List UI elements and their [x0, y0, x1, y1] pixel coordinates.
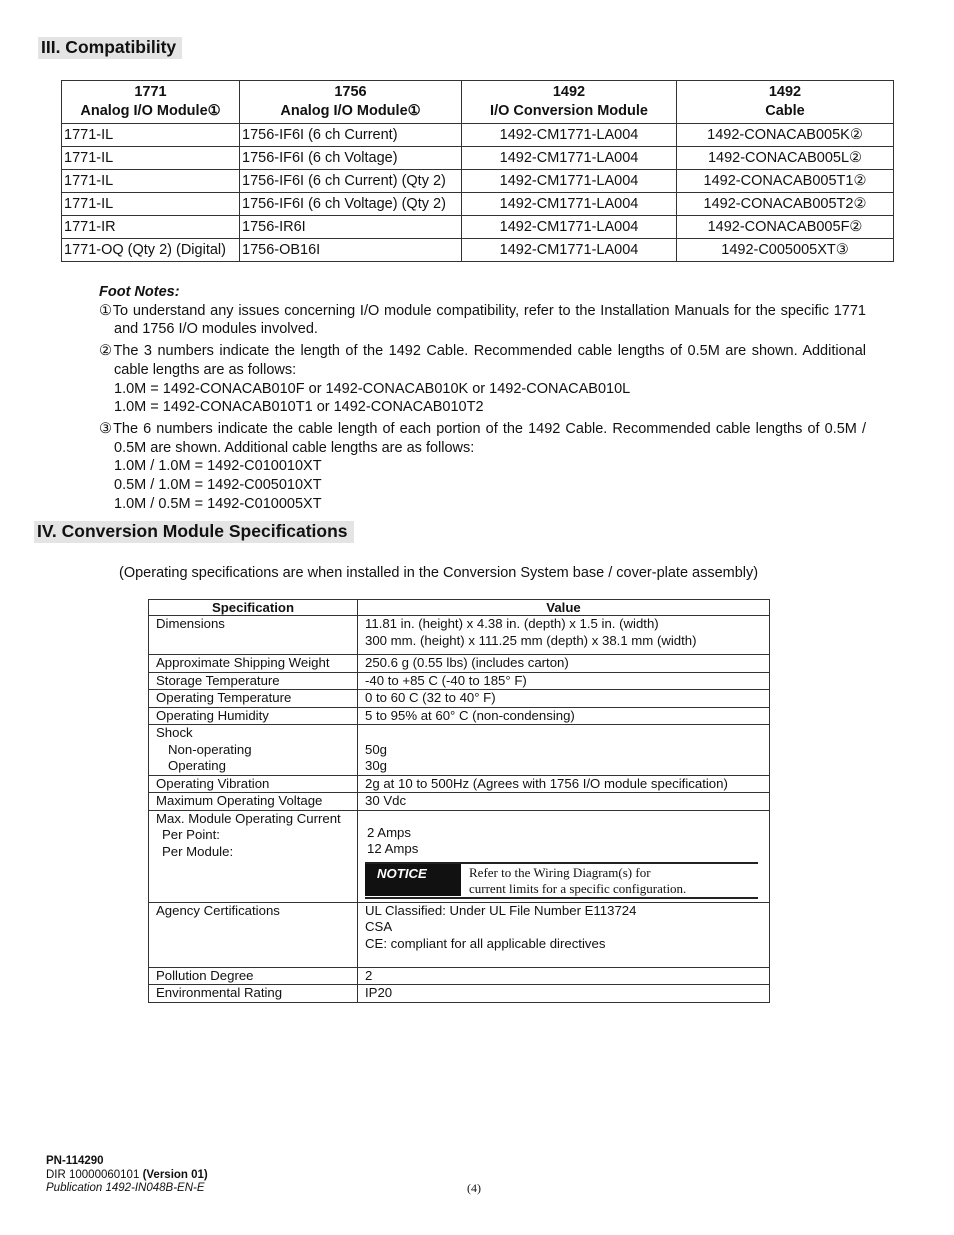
- table-row: [149, 672, 770, 690]
- table-cell: 1756-IF6I (6 ch Voltage) (Qty 2): [240, 193, 462, 216]
- table-row: [62, 124, 894, 147]
- value-line: 2 Amps: [367, 824, 411, 840]
- spec-label: Approximate Shipping Weight: [149, 655, 358, 673]
- spec-label: [149, 810, 358, 902]
- spec-label: Storage Temperature: [149, 672, 358, 690]
- value-line: CSA: [365, 919, 393, 934]
- header-line: 1756: [334, 84, 367, 100]
- table-row: [149, 690, 770, 708]
- operating-specs-note: (Operating specifications are when installed in the Conversion System base / cover-plate assembly): [119, 565, 759, 581]
- table-row: [149, 810, 770, 902]
- table-cell: 1756-OB16I: [240, 239, 462, 262]
- table-cell: 1492-CM1771-LA004: [462, 216, 677, 239]
- header-line: 1492: [768, 84, 802, 100]
- section-4-title: IV. Conversion Module Specifications: [34, 521, 354, 543]
- notice-line: current limits for a specific configuration.: [469, 880, 687, 896]
- table-cell: 1492-CM1771-LA004: [462, 147, 677, 170]
- table-row: [149, 902, 770, 967]
- table-cell: 1771-IL: [62, 170, 240, 193]
- spec-value: 0 to 60 C (32 to 40° F): [358, 690, 770, 708]
- header-1756: [240, 81, 462, 124]
- header-value: Value: [358, 600, 770, 616]
- table-cell: 1492-C005005XT③: [677, 239, 894, 262]
- header-line: 1492: [552, 84, 586, 100]
- table-row: [62, 239, 894, 262]
- table-cell: 1771-IL: [62, 147, 240, 170]
- table-cell: 1492-CONACAB005K②: [677, 124, 894, 147]
- value-line: UL Classified: Under UL File Number E113724: [365, 902, 637, 918]
- header-1771: [62, 81, 240, 124]
- header-line: Analog I/O Module①: [80, 103, 221, 119]
- spec-label: Environmental Rating: [149, 985, 358, 1003]
- table-cell: 1492-CM1771-LA004: [462, 124, 677, 147]
- value-line: 30g: [365, 758, 388, 773]
- table-cell: 1492-CM1771-LA004: [462, 170, 677, 193]
- notice-box: [365, 862, 758, 899]
- spec-value: [358, 810, 770, 902]
- section-3-title: III. Compatibility: [38, 37, 182, 59]
- part-number: PN-114290: [46, 1155, 104, 1167]
- spec-value: [358, 616, 770, 655]
- compatibility-table: [61, 80, 894, 262]
- value-line: 50g: [365, 741, 388, 757]
- shock-label: Shock: [156, 725, 193, 740]
- footnote-2-line: 1.0M = 1492-CONACAB010T1 or 1492-CONACAB010T2: [114, 399, 484, 416]
- footer: [46, 1155, 208, 1196]
- header-line: Analog I/O Module①: [280, 103, 421, 119]
- shock-sublabel: Operating: [168, 758, 226, 773]
- spec-label: [149, 725, 358, 776]
- footnotes: [99, 283, 866, 513]
- spec-value: 5 to 95% at 60° C (non-condensing): [358, 707, 770, 725]
- notice-line: Refer to the Wiring Diagram(s) for: [469, 864, 651, 880]
- table-cell: 1771-IL: [62, 124, 240, 147]
- table-header-row: [62, 81, 894, 124]
- table-cell: 1756-IF6I (6 ch Current): [240, 124, 462, 147]
- header-line: 1771: [134, 84, 167, 100]
- table-cell: 1771-IL: [62, 193, 240, 216]
- current-label: Max. Module Operating Current: [156, 810, 341, 826]
- page-number: (4): [467, 1181, 481, 1195]
- shock-sublabel: Non-operating: [168, 741, 252, 757]
- table-row: [149, 725, 770, 776]
- spec-label: Operating Temperature: [149, 690, 358, 708]
- table-row: [149, 967, 770, 985]
- spec-value: 2: [358, 967, 770, 985]
- table-cell: 1771-OQ (Qty 2) (Digital): [62, 239, 240, 262]
- table-row: [149, 985, 770, 1003]
- current-sublabel: Per Point:: [162, 827, 220, 842]
- spec-value: IP20: [358, 985, 770, 1003]
- spec-value: 250.6 g (0.55 lbs) (includes carton): [358, 655, 770, 673]
- spec-value: [358, 725, 770, 776]
- table-cell: 1771-IR: [62, 216, 240, 239]
- table-row: [149, 793, 770, 811]
- table-cell: 1492-CONACAB005T1②: [677, 170, 894, 193]
- table-row: [62, 216, 894, 239]
- table-cell: 1492-CONACAB005L②: [677, 147, 894, 170]
- value-line: 11.81 in. (height) x 4.38 in. (depth) x 1.5 in. (width): [365, 616, 659, 631]
- table-cell: 1492-CONACAB005F②: [677, 216, 894, 239]
- notice-label: NOTICE: [365, 864, 461, 896]
- table-header-row: [149, 600, 770, 616]
- current-sublabel: Per Module:: [162, 843, 234, 859]
- header-line: Cable: [765, 103, 805, 119]
- dir-line: [46, 1169, 208, 1183]
- footnotes-title: Foot Notes:: [99, 284, 180, 300]
- value-line: CE: compliant for all applicable directives: [365, 935, 606, 951]
- value-line: 12 Amps: [367, 841, 419, 856]
- header-1492-cable: [677, 81, 894, 124]
- spec-label: Agency Certifications: [149, 902, 358, 967]
- value-line: 300 mm. (height) x 111.25 mm (depth) x 38.1 mm (width): [365, 632, 697, 648]
- spec-value: -40 to +85 C (-40 to 185° F): [358, 672, 770, 690]
- dir-number: DIR 10000060101: [46, 1168, 140, 1181]
- notice-text: [461, 864, 686, 897]
- footnote-3-line: 1.0M / 1.0M = 1492-C010010XT: [114, 458, 322, 475]
- version: (Version 01): [142, 1168, 208, 1181]
- table-row: [62, 193, 894, 216]
- footnote-2-line: 1.0M = 1492-CONACAB010F or 1492-CONACAB010K or 1492-CONACAB010L: [114, 380, 631, 397]
- footnote-3-line: 0.5M / 1.0M = 1492-C005010XT: [114, 477, 322, 494]
- header-specification: Specification: [149, 600, 358, 616]
- header-line: I/O Conversion Module: [490, 103, 648, 119]
- table-cell: 1756-IF6I (6 ch Voltage): [240, 147, 462, 170]
- publication: Publication 1492-IN048B-EN-E: [46, 1182, 205, 1194]
- specifications-table: [148, 599, 770, 1003]
- table-cell: 1756-IF6I (6 ch Current) (Qty 2): [240, 170, 462, 193]
- spec-label: Operating Vibration: [149, 775, 358, 793]
- spec-label: Pollution Degree: [149, 967, 358, 985]
- spec-label: Dimensions: [149, 616, 358, 655]
- spec-value: 30 Vdc: [358, 793, 770, 811]
- table-row: [62, 147, 894, 170]
- spec-label: Maximum Operating Voltage: [149, 793, 358, 811]
- table-row: [149, 616, 770, 655]
- table-row: [149, 655, 770, 673]
- table-row: [149, 775, 770, 793]
- header-1492-module: [462, 81, 677, 124]
- spec-value: 2g at 10 to 500Hz (Agrees with 1756 I/O module specification): [358, 775, 770, 793]
- footnote-3-line: 1.0M / 0.5M = 1492-C010005XT: [114, 495, 322, 512]
- table-row: [149, 707, 770, 725]
- footnote-2: ②The 3 numbers indicate the length of the 1492 Cable. Recommended cable lengths of 0.5M are shown. Additional cable lengths are as follows:: [99, 343, 866, 378]
- table-row: [62, 170, 894, 193]
- spec-label: Operating Humidity: [149, 707, 358, 725]
- table-cell: 1756-IR6I: [240, 216, 462, 239]
- spec-value: [358, 902, 770, 967]
- table-cell: 1492-CM1771-LA004: [462, 239, 677, 262]
- table-cell: 1492-CM1771-LA004: [462, 193, 677, 216]
- footnote-3: ③The 6 numbers indicate the cable length of each portion of the 1492 Cable. Recommended cable lengths of 0.5M / 0.5M are shown. Additional cable lengths are as follows:: [99, 420, 866, 456]
- table-cell: 1492-CONACAB005T2②: [677, 193, 894, 216]
- footnote-1: ①To understand any issues concerning I/O module compatibility, refer to the Installation Manuals for the specific 1771 and 1756 I/O modules involved.: [99, 302, 866, 338]
